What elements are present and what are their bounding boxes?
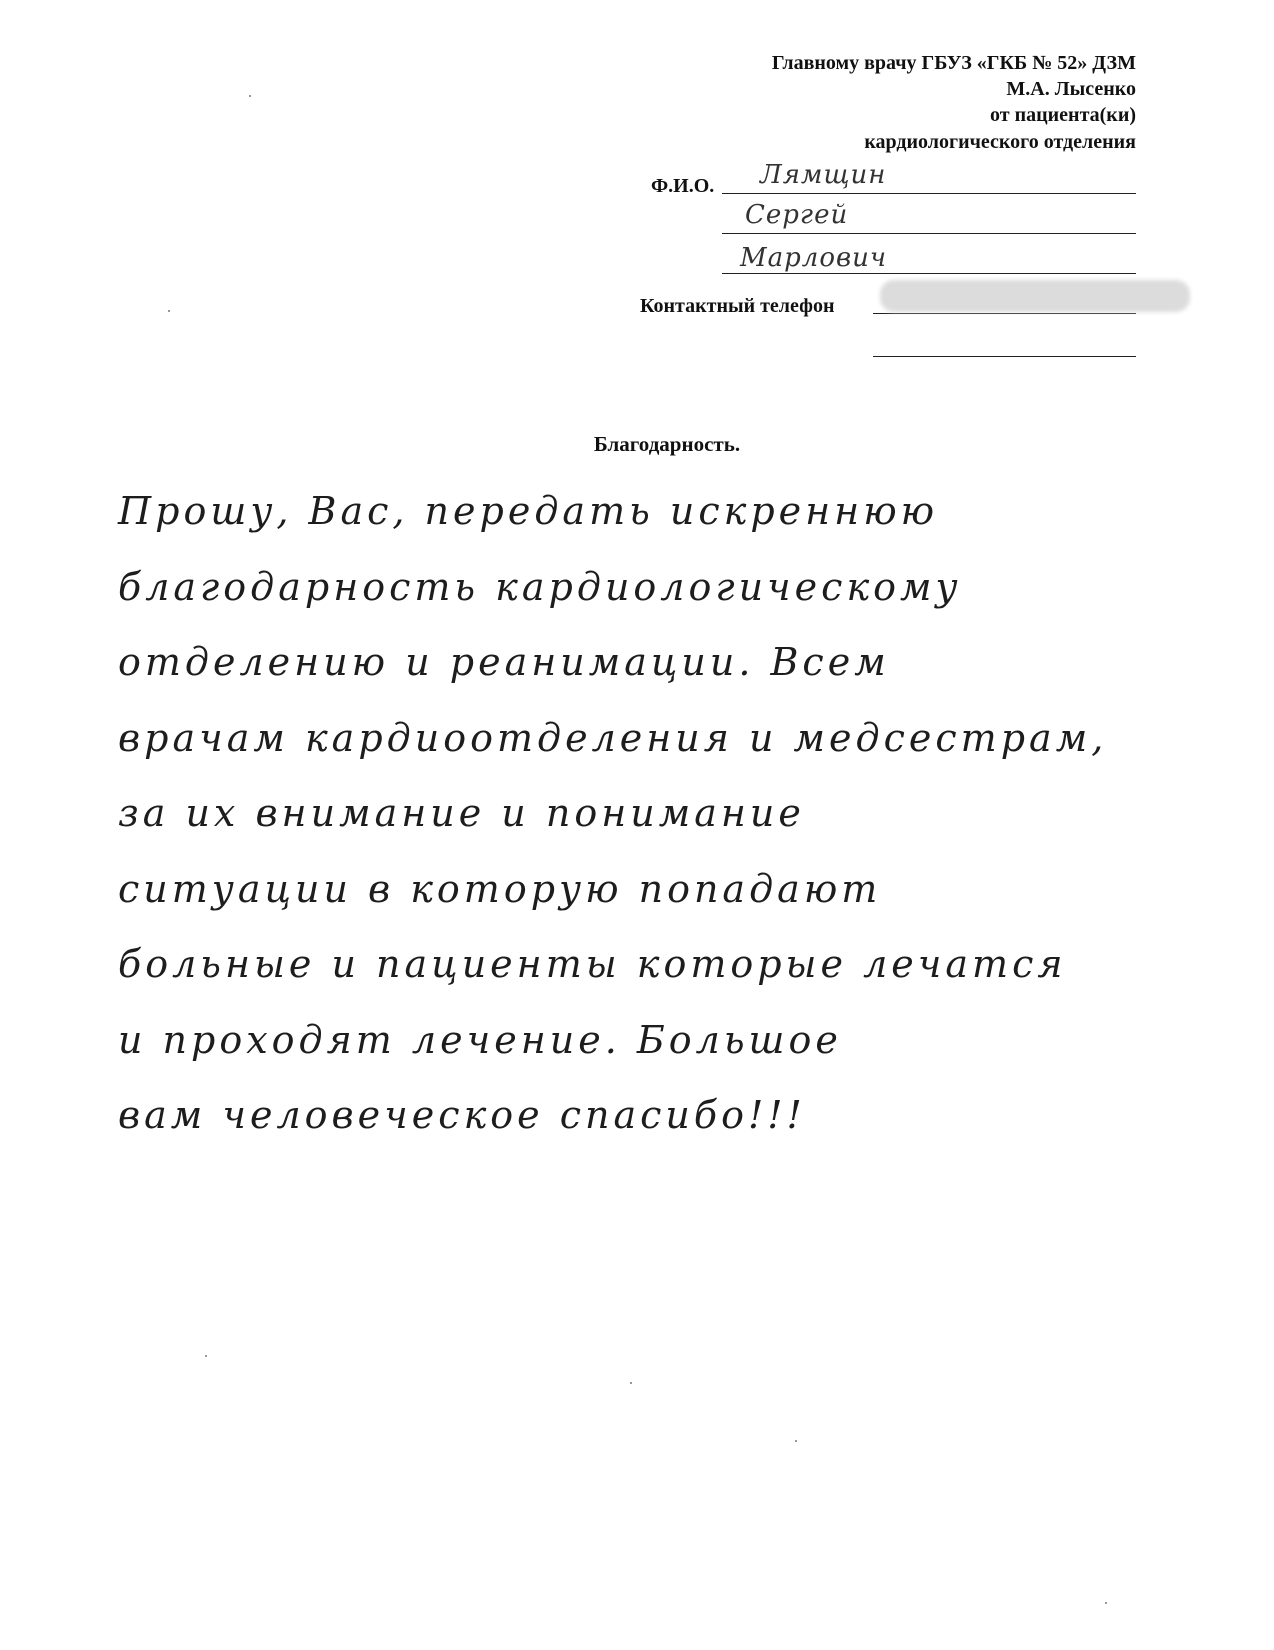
body-line: ситуации в которую попадают <box>118 866 882 911</box>
body-line: Прошу, Вас, передать искреннюю <box>118 489 939 533</box>
phone-label: Контактный телефон <box>640 295 835 317</box>
header-recipient-line: Главному врачу ГБУЗ «ГКБ № 52» ДЗМ <box>771 52 1136 74</box>
header-department: кардиологического отделения <box>864 131 1136 153</box>
body-line: и проходят лечение. Большое <box>118 1017 842 1062</box>
body-line: за их внимание и понимание <box>118 791 805 835</box>
fio-underline-1 <box>722 193 1136 194</box>
handwritten-body <box>118 480 1198 1160</box>
body-line: отделению и реанимации. Всем <box>118 640 890 684</box>
scan-speck <box>1105 1602 1107 1604</box>
fio-surname-handwritten: Лямщин <box>760 160 887 190</box>
fio-firstname-handwritten: Сергей <box>745 200 849 230</box>
body-line: благодарность кардиологическому <box>118 564 962 609</box>
phone-redaction <box>880 280 1190 312</box>
fio-label: Ф.И.О. <box>651 175 715 197</box>
scan-speck <box>630 1382 632 1384</box>
fio-underline-2 <box>722 233 1136 234</box>
fio-patronymic-handwritten: Марлович <box>740 243 888 273</box>
body-line: вам человеческое спасибо!!! <box>118 1093 806 1137</box>
document-title: Благодарность. <box>593 432 741 456</box>
header-doctor-name: М.А. Лысенко <box>1006 78 1136 100</box>
scan-speck <box>795 1440 797 1442</box>
header-from-patient: от пациента(ки) <box>990 104 1136 126</box>
scan-speck <box>249 95 251 97</box>
body-line: врачам кардиоотделения и медсестрам, <box>118 715 1108 760</box>
body-line: больные и пациенты которые лечатся <box>118 942 1067 986</box>
scan-speck <box>205 1355 207 1357</box>
phone-underline-1 <box>873 313 1136 314</box>
fio-underline-3 <box>722 273 1136 274</box>
phone-underline-2 <box>873 356 1136 357</box>
scan-speck <box>168 310 170 312</box>
